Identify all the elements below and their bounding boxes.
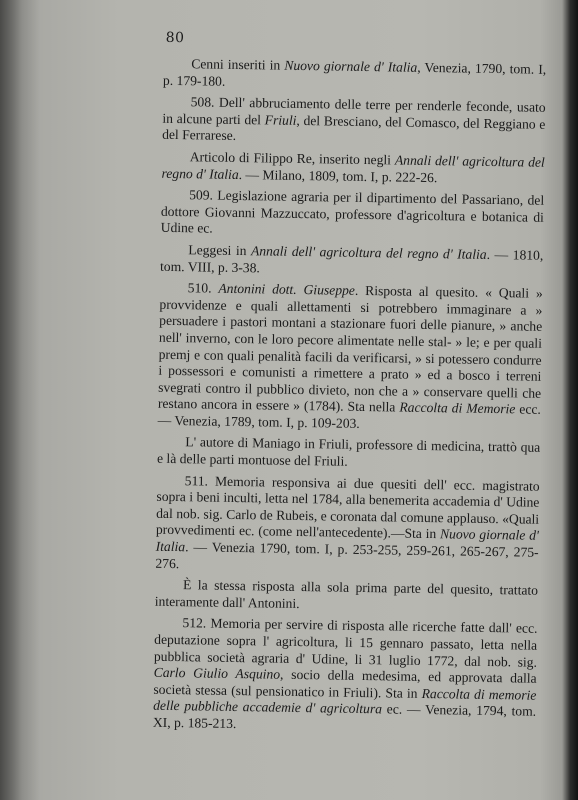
text-segment: ecc. — Venezia, 1789, tom. I, p. 109-203. — [157, 401, 541, 431]
italic-text: Antonini dott. Giuseppe — [218, 280, 356, 298]
italic-text: Friuli — [264, 112, 297, 128]
text-segment: 509. Legislazione agraria per il dipartimento del Passariano, del dottore Giovanni Mazzuccato, professore d'agricoltura e botanica di Udine ec. — [160, 187, 545, 236]
page-number: 80 — [165, 29, 185, 47]
bibliography-entry-511 — [155, 472, 540, 578]
italic-text: Nuovo giornale d' Italia — [155, 526, 540, 555]
text-segment: , socio della medesima, ed approvata dalla società stessa (sul pensionatico in Friuli). Sta in — [153, 666, 537, 701]
text-segment: ec. — Venezia, 1794, tom. XI, p. 185-213. — [152, 701, 537, 732]
text-segment: Articolo di Filippo Re, inserito negli — [189, 149, 396, 168]
text-segment: . — Venezia 1790, tom. I, p. 253-255, 259-261, 265-267, 275-276. — [155, 539, 539, 571]
text-segment: . — 1810, tom. VIII, p. 3-38. — [159, 246, 544, 275]
citation-note — [161, 149, 544, 188]
text-segment: 512. Memoria per servire di risposta alle ricerche fatte dall' ecc. deputazione sopra l' agricoltura, li 15 gennaro passato, letta nella pubblica società agraria d' Udine, li 31 luglio 1772, dal nob. sig. — [153, 615, 538, 670]
author-note — [155, 577, 538, 616]
italic-text: Annali dell' agricoltura del regno d' Italia — [250, 243, 487, 262]
italic-text: Raccolta di Memorie — [399, 399, 516, 417]
italic-text: Annali dell' agricoltura del regno d' Italia — [161, 152, 545, 182]
text-segment: . — Milano, 1809, tom. I, p. 222-26. — [238, 166, 438, 185]
bibliography-entry-510 — [158, 280, 543, 435]
italic-text: Carlo Giulio Asquino — [153, 664, 281, 682]
bibliography-entry-509 — [161, 187, 545, 243]
text-segment: 508. Dell' abbruciamento delle terre per renderle feconde, usato in alcune parti del — [162, 94, 546, 128]
citation-note — [163, 56, 546, 95]
text-segment: , del Bresciano, del Comasco, del Reggiano e del Ferrarese. — [162, 112, 546, 144]
text-segment: Leggesi in — [188, 242, 252, 259]
author-note — [157, 434, 540, 473]
text-segment: L' autore di Maniago in Friuli, professore di medicina, trattò qua e là delle parti montuose del Friuli. — [156, 434, 541, 469]
bibliography-entry-512 — [153, 615, 538, 737]
bibliography-entry-508 — [162, 94, 546, 150]
citation-note — [160, 242, 543, 281]
italic-text: Raccolta di memorie delle pubbliche accademie d' agricoltura — [153, 685, 537, 717]
italic-text: Nuovo giornale d' Italia — [284, 57, 418, 75]
text-segment: Cenni inseriti in — [191, 56, 285, 73]
bibliography-text — [153, 56, 547, 737]
text-segment: 511. Memoria responsiva ai due quesiti dell' ecc. magistrato sopra i beni inculti, letta nel 1784, alla benemerita accademia d' Udine dal nob. sig. Carlo de Rubeis, e coronata dal comune applauso. «Quali provvedimenti ec. (come nell'antecedente).—Sta in — [155, 472, 540, 542]
text-segment: . Risposta al quesito. « Quali » provvidenze e quali allettamenti si potrebbero immaginare a » persuadere i pastori montani a stazionare fuori delle pianure, » anche nell' inverno, con le loro pecore alimentate nelle stal- » le; e per quali premj e con quali penalità facili da verificarsi, » si potessero condurre i possessori e comunisti a rimettere a prato » ed a bosco i terreni svegrati contro il pubblico divieto, non che a » conservare quelli che restano ancora in essere » (1784). Sta nella — [157, 282, 543, 415]
text-segment: È la stessa risposta alla sola prima parte del quesito, trattato interamente dall' Antonini. — [154, 577, 539, 611]
text-segment: 510. — [187, 280, 219, 296]
text-segment: , Venezia, 1790, tom. I, p. 179-180. — [162, 59, 547, 89]
